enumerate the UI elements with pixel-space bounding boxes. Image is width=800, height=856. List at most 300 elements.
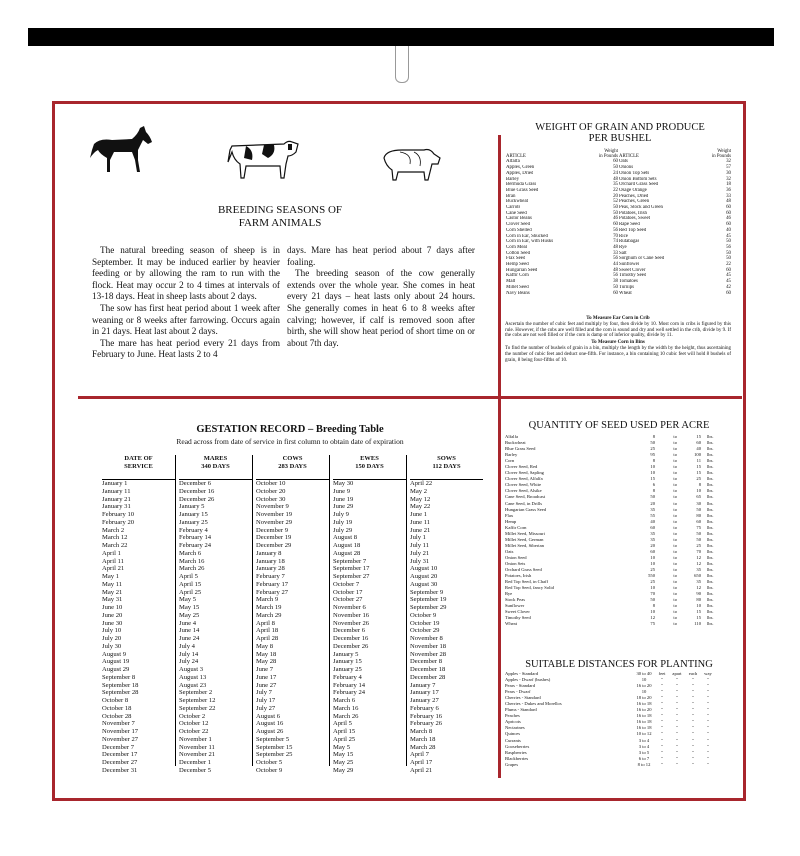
gestation-header-line2: 340 DAYS bbox=[201, 463, 230, 470]
vertical-divider bbox=[498, 135, 501, 778]
gestation-date: November 9 bbox=[256, 503, 289, 511]
gestation-date: April 5 bbox=[333, 720, 352, 728]
gestation-date: January 31 bbox=[102, 503, 131, 511]
seed-cell: lbs. bbox=[707, 542, 714, 548]
seed-cell: Millet Seed, Missouri bbox=[505, 530, 545, 536]
distance-cell: 16 to 20 bbox=[636, 707, 652, 713]
gestation-date: August 23 bbox=[179, 681, 207, 689]
seed-cell: to bbox=[673, 506, 677, 512]
seed-cell: 70 bbox=[696, 548, 701, 554]
gestation-date: May 11 bbox=[102, 580, 123, 588]
weight-value: 45 bbox=[726, 273, 731, 279]
distance-cell: Pears - Dwarf bbox=[505, 689, 531, 695]
gestation-column-header bbox=[410, 455, 483, 480]
distance-cell: " bbox=[676, 749, 678, 755]
seed-cell: 40 bbox=[650, 518, 655, 524]
distance-cell: " bbox=[707, 689, 709, 695]
gestation-date: March 29 bbox=[256, 611, 282, 619]
weight-article: Barley bbox=[506, 176, 520, 182]
seed-cell: 80 bbox=[696, 512, 701, 518]
seed-cell: Sweet Clover bbox=[505, 609, 530, 615]
seed-cell: to bbox=[673, 554, 677, 560]
distance-cell: Peaches bbox=[505, 713, 520, 719]
distance-cell: Gooseberries bbox=[505, 743, 530, 749]
breeding-text-column-1 bbox=[92, 245, 280, 361]
weight-value: 45 bbox=[726, 279, 731, 285]
seed-cell: to bbox=[673, 440, 677, 446]
gestation-date: April 5 bbox=[179, 573, 198, 580]
gestation-date: May 30 bbox=[333, 480, 354, 487]
gestation-date: August 13 bbox=[179, 673, 207, 681]
seed-cell: 60 bbox=[650, 524, 655, 530]
distance-cell: " bbox=[692, 707, 694, 713]
seed-cell: to bbox=[673, 458, 677, 464]
gestation-date: May 21 bbox=[102, 588, 123, 596]
seed-cell: 15 bbox=[696, 434, 701, 439]
distance-cell: " bbox=[676, 731, 678, 737]
weight-article: Corn Shelled bbox=[506, 227, 532, 233]
distance-cell: " bbox=[676, 743, 678, 749]
seed-cell: Clover Seed, Sapling bbox=[505, 470, 544, 476]
weight-title-line2: PER BUSHEL bbox=[588, 133, 652, 144]
gestation-header-line1: COWS bbox=[282, 455, 303, 462]
gestation-date: May 18 bbox=[256, 650, 277, 658]
distance-cell: " bbox=[692, 719, 694, 725]
weight-article: Apples, Green bbox=[506, 165, 535, 171]
gestation-date: May 1 bbox=[102, 573, 120, 580]
weight-article: Hemp Seed bbox=[506, 262, 529, 268]
gestation-date: September 29 bbox=[410, 604, 447, 611]
gestation-date: June 19 bbox=[333, 495, 354, 503]
gestation-date: December 1 bbox=[179, 759, 212, 766]
seed-cell: 10 bbox=[650, 560, 655, 566]
seed-cell: lbs. bbox=[707, 440, 714, 446]
distance-cell: " bbox=[676, 695, 678, 701]
gestation-date: September 2 bbox=[179, 689, 213, 697]
gestation-date: April 21 bbox=[102, 565, 125, 573]
gestation-date: December 27 bbox=[102, 759, 138, 766]
weight-article: Apples, Dried bbox=[506, 170, 534, 176]
seed-cell: 60 bbox=[650, 548, 655, 554]
distance-cell: " bbox=[692, 725, 694, 731]
seed-cell: lbs. bbox=[707, 560, 714, 566]
gestation-date: March 19 bbox=[256, 604, 282, 611]
distance-cell: " bbox=[661, 719, 663, 725]
weight-article: Osage Orange bbox=[619, 187, 647, 193]
gestation-date: July 11 bbox=[410, 542, 429, 549]
seed-cell: 8 bbox=[652, 488, 655, 494]
weight-article: Navy Beans bbox=[506, 290, 530, 296]
distances-title: SUITABLE DISTANCES FOR PLANTING bbox=[525, 659, 713, 670]
seed-cell: lbs. bbox=[707, 536, 714, 542]
distance-cell: " bbox=[692, 749, 694, 755]
gestation-date: June 21 bbox=[410, 526, 431, 534]
distance-cell: " bbox=[661, 701, 663, 707]
gestation-date: November 18 bbox=[410, 642, 447, 650]
gestation-date: March 6 bbox=[179, 549, 202, 557]
gestation-title: GESTATION RECORD – Breeding Table bbox=[196, 424, 384, 435]
gestation-date: January 17 bbox=[410, 689, 439, 697]
gestation-date: August 8 bbox=[333, 534, 357, 542]
gestation-date: October 10 bbox=[256, 480, 286, 487]
gestation-date: July 29 bbox=[333, 526, 353, 534]
gestation-date: March 6 bbox=[333, 697, 356, 704]
distance-cell: " bbox=[676, 713, 678, 719]
distance-cell: 16 to 18 bbox=[636, 713, 652, 719]
seed-cell: to bbox=[673, 591, 677, 597]
distance-cell: " bbox=[692, 755, 694, 761]
weight-value: 50 bbox=[613, 165, 618, 171]
gestation-date: October 19 bbox=[410, 619, 440, 627]
gestation-date: June 29 bbox=[333, 503, 354, 511]
distance-cell: " bbox=[707, 749, 709, 755]
gestation-date: June 1 bbox=[410, 511, 428, 518]
breeding-title-line1: BREEDING SEASONS OF bbox=[217, 204, 343, 216]
gestation-date: February 4 bbox=[333, 673, 362, 681]
gestation-date: September 5 bbox=[256, 735, 290, 743]
gestation-date: October 5 bbox=[256, 759, 283, 766]
gestation-date: February 14 bbox=[333, 681, 366, 689]
seed-cell: Onion Seed bbox=[505, 554, 527, 560]
hanger-bar bbox=[28, 28, 774, 46]
seed-cell: Cane Seed, Broadcast bbox=[505, 494, 546, 500]
weight-article: Onions bbox=[619, 165, 634, 171]
distance-cell: 3 to 4 bbox=[638, 743, 650, 749]
gestation-date: May 22 bbox=[410, 503, 431, 511]
seed-cell: 35 bbox=[650, 536, 655, 542]
measure-notes bbox=[505, 316, 731, 364]
gestation-date: September 17 bbox=[333, 565, 370, 573]
gestation-date: December 16 bbox=[179, 487, 215, 495]
distance-cell: " bbox=[707, 713, 709, 719]
seed-cell: lbs. bbox=[707, 506, 714, 512]
weight-value: 60 bbox=[726, 267, 731, 273]
seed-cell: to bbox=[673, 494, 677, 500]
seed-cell: to bbox=[673, 621, 677, 627]
seed-cell: Clover Seed, Red bbox=[505, 464, 538, 470]
gestation-date: September 19 bbox=[410, 596, 447, 604]
seed-cell: to bbox=[673, 482, 677, 488]
gestation-date: April 15 bbox=[333, 728, 356, 735]
seed-cell: Clover Seed, White bbox=[505, 482, 542, 488]
weight-value: 46 bbox=[613, 216, 618, 222]
gestation-date: August 29 bbox=[102, 666, 130, 673]
gestation-date: November 16 bbox=[333, 611, 370, 619]
weight-value: 50 bbox=[613, 210, 618, 216]
weight-value: 74 bbox=[613, 239, 618, 245]
gestation-date: March 16 bbox=[179, 557, 205, 565]
gestation-date: October 30 bbox=[256, 495, 286, 503]
weight-value: 38 bbox=[613, 279, 618, 285]
seed-cell: Barley bbox=[505, 452, 518, 458]
gestation-date: September 7 bbox=[333, 557, 367, 565]
gestation-column bbox=[329, 455, 406, 774]
seed-cell: 15 bbox=[696, 464, 701, 470]
gestation-header-line1: DATE OF bbox=[124, 455, 153, 462]
seed-cell: lbs. bbox=[707, 512, 714, 518]
seed-cell: to bbox=[673, 560, 677, 566]
seed-cell: lbs. bbox=[707, 482, 714, 488]
distance-cell: " bbox=[707, 761, 709, 767]
distance-cell: " bbox=[661, 731, 663, 737]
seed-cell: lbs. bbox=[707, 476, 714, 482]
gestation-date: July 19 bbox=[333, 518, 353, 526]
gestation-header-line2: 283 DAYS bbox=[278, 463, 307, 470]
seed-cell: 10 bbox=[696, 603, 701, 609]
distance-cell: " bbox=[661, 677, 663, 683]
gestation-date: May 25 bbox=[333, 759, 354, 766]
seed-cell: Cane Seed, in Drills bbox=[505, 500, 542, 506]
weight-article: Cotton Seed bbox=[506, 250, 531, 256]
gestation-date: September 27 bbox=[333, 573, 370, 580]
seed-cell: 90 bbox=[696, 591, 701, 597]
distances-table bbox=[505, 671, 735, 768]
weight-article: Clover Seed bbox=[506, 222, 531, 228]
distance-cell: apart bbox=[672, 671, 682, 676]
gestation-date: March 18 bbox=[410, 735, 436, 743]
seed-cell: lbs. bbox=[707, 579, 714, 585]
gestation-date: January 5 bbox=[333, 650, 359, 658]
distance-cell: " bbox=[692, 689, 694, 695]
gestation-date: April 21 bbox=[410, 766, 433, 774]
distance-cell: " bbox=[707, 737, 709, 743]
seed-cell: 25 bbox=[650, 579, 655, 585]
gestation-date: August 18 bbox=[333, 542, 361, 549]
gestation-date: May 5 bbox=[179, 596, 197, 604]
distance-cell: " bbox=[661, 725, 663, 731]
weight-value: 56 bbox=[726, 244, 731, 250]
gestation-date: February 4 bbox=[179, 526, 208, 534]
seed-cell: 20 bbox=[650, 500, 655, 506]
gestation-date: January 11 bbox=[102, 487, 131, 495]
distance-cell: " bbox=[661, 761, 663, 767]
gestation-date: July 1 bbox=[410, 534, 426, 542]
gestation-date: June 24 bbox=[179, 635, 200, 642]
gestation-date: July 14 bbox=[179, 650, 199, 658]
gestation-date: February 7 bbox=[256, 573, 285, 580]
distance-cell: " bbox=[676, 683, 678, 689]
distance-cell: " bbox=[676, 719, 678, 725]
weight-value: 33 bbox=[613, 250, 618, 256]
gestation-date: April 25 bbox=[179, 588, 202, 596]
distance-cell: feet bbox=[658, 671, 666, 676]
distance-cell: Apples - Dwarf (bushes) bbox=[505, 677, 551, 683]
gestation-date: August 30 bbox=[410, 580, 438, 588]
seed-cell: lbs. bbox=[707, 573, 714, 579]
weight-value: 60 bbox=[613, 290, 618, 296]
seed-cell: 15 bbox=[696, 470, 701, 476]
gestation-date: January 8 bbox=[256, 549, 282, 557]
gestation-date: May 5 bbox=[333, 743, 351, 751]
seed-cell: Red Top Seed, in Chaff bbox=[505, 579, 549, 585]
gestation-header-line1: MARES bbox=[203, 455, 228, 462]
gestation-date: January 28 bbox=[256, 565, 285, 573]
seed-cell: Corn bbox=[505, 458, 515, 464]
distance-cell: 6 to 7 bbox=[638, 755, 650, 761]
distance-cell: " bbox=[661, 683, 663, 689]
seed-cell: Buckwheat bbox=[505, 440, 526, 446]
gestation-date: December 17 bbox=[102, 751, 138, 759]
weight-article: Buckwheat bbox=[506, 199, 529, 205]
gestation-date: March 22 bbox=[102, 542, 128, 549]
seed-cell: to bbox=[673, 446, 677, 452]
gestation-subtitle: Read across from date of service in first column to obtain date of expiration bbox=[176, 437, 404, 446]
seed-cell: lbs. bbox=[707, 621, 714, 627]
seed-cell: to bbox=[673, 597, 677, 603]
seed-cell: 60 bbox=[696, 440, 701, 446]
weight-value: 60 bbox=[613, 159, 618, 165]
weight-article: Cane Seed bbox=[506, 210, 527, 216]
breeding-title-line2: FARM ANIMALS bbox=[238, 217, 322, 229]
gestation-date: April 22 bbox=[410, 480, 433, 487]
gestation-date: May 2 bbox=[410, 487, 428, 495]
seed-cell: 75 bbox=[696, 524, 701, 530]
seed-cell: 12 bbox=[696, 560, 701, 566]
gestation-date: April 15 bbox=[179, 580, 202, 588]
gestation-date: January 5 bbox=[179, 503, 205, 511]
seed-cell: Flax bbox=[505, 512, 514, 518]
gestation-date: February 10 bbox=[102, 511, 135, 518]
gestation-date: January 15 bbox=[333, 658, 362, 666]
gestation-date: October 22 bbox=[179, 728, 209, 735]
gestation-date: December 29 bbox=[256, 542, 292, 549]
seed-cell: to bbox=[673, 567, 677, 573]
distance-cell: " bbox=[707, 695, 709, 701]
weight-value: 57 bbox=[726, 165, 731, 171]
weight-value: 60 bbox=[726, 222, 731, 228]
gestation-date: May 28 bbox=[256, 658, 277, 666]
seed-cell: lbs. bbox=[707, 434, 714, 439]
distance-cell: " bbox=[692, 701, 694, 707]
seed-cell: lbs. bbox=[707, 518, 714, 524]
seed-cell: to bbox=[673, 579, 677, 585]
gestation-date: June 14 bbox=[179, 627, 200, 635]
gestation-header-line1: EWES bbox=[360, 455, 379, 462]
gestation-date: August 6 bbox=[256, 712, 280, 720]
gestation-column-header bbox=[256, 455, 329, 480]
distance-cell: " bbox=[676, 755, 678, 761]
seed-cell: 10 bbox=[650, 609, 655, 615]
gestation-date: July 17 bbox=[256, 697, 276, 704]
seed-cell: lbs. bbox=[707, 554, 714, 560]
seed-cell: to bbox=[673, 476, 677, 482]
bin-text: To find the number of bushels of grain in a bin, multiply the length by the width by the height, thus ascertaining the number of cubic feet and deduct one-fifth. For instance, a bin containing 10 cubic feet will hold 8 bushels of grain, 8 being four-fifths of 10. bbox=[505, 345, 731, 363]
gestation-date: May 8 bbox=[256, 642, 274, 650]
gestation-date: December 6 bbox=[179, 480, 212, 487]
seed-cell: to bbox=[673, 464, 677, 470]
seed-cell: lbs. bbox=[707, 585, 714, 591]
weight-value: 18 bbox=[726, 182, 731, 188]
seed-cell: 15 bbox=[696, 615, 701, 621]
horizontal-divider bbox=[78, 396, 742, 399]
distance-row bbox=[505, 762, 735, 768]
weight-article: Rye bbox=[619, 244, 627, 250]
distance-cell: 16 to 18 bbox=[636, 725, 652, 731]
gestation-header-line2: 112 DAYS bbox=[432, 463, 461, 470]
distance-cell: " bbox=[707, 683, 709, 689]
gestation-date: May 15 bbox=[333, 751, 354, 759]
distance-cell: " bbox=[707, 701, 709, 707]
gestation-date: February 24 bbox=[179, 542, 212, 549]
weight-value: 56 bbox=[613, 227, 618, 233]
gestation-date: November 6 bbox=[333, 604, 366, 611]
gestation-date: May 12 bbox=[410, 495, 431, 503]
gestation-date: October 9 bbox=[256, 766, 283, 774]
gestation-date: February 27 bbox=[256, 588, 289, 596]
weight-header-weight: Weight bbox=[604, 149, 618, 154]
breeding-paragraph: The natural breeding season of sheep is in September. It may be induced earlier by heavier feeding or by allowing the ram to run with the flock. Heat may occur 2 to 4 times at intervals of 13-18 days. Heat in sheep lasts about 2 days. bbox=[92, 245, 280, 302]
seed-cell: Clover Seed, Alfalfa bbox=[505, 476, 543, 482]
distance-cell: Pears - Standard bbox=[505, 683, 536, 689]
gestation-date: April 28 bbox=[256, 635, 279, 642]
crib-heading: To Measure Ear Corn in Crib bbox=[586, 316, 650, 321]
weight-value: 44 bbox=[613, 262, 618, 268]
weight-article: Peaches, Dried bbox=[619, 193, 649, 199]
distance-cell: 16 to 18 bbox=[636, 719, 652, 725]
seed-cell: 40 bbox=[696, 446, 701, 452]
weight-value: 46 bbox=[726, 216, 731, 222]
distance-cell: " bbox=[692, 677, 694, 683]
seed-cell: 25 bbox=[650, 567, 655, 573]
gestation-date: October 17 bbox=[333, 588, 363, 596]
distance-cell: " bbox=[707, 677, 709, 683]
seed-cell: 25 bbox=[650, 446, 655, 452]
gestation-date: November 1 bbox=[179, 735, 212, 743]
seed-cell: 70 bbox=[650, 591, 655, 597]
distance-cell: " bbox=[661, 689, 663, 695]
gestation-date: June 9 bbox=[333, 487, 351, 495]
weight-header-weight: Weight bbox=[717, 149, 731, 154]
weight-article: Hungarian Seed bbox=[506, 267, 538, 273]
seed-cell: to bbox=[673, 434, 677, 439]
gestation-date: December 18 bbox=[410, 666, 446, 673]
distance-cell: " bbox=[692, 731, 694, 737]
gestation-column bbox=[406, 455, 483, 774]
seed-cell: 10 bbox=[696, 488, 701, 494]
seed-cell: to bbox=[673, 536, 677, 542]
weight-article: Salt bbox=[619, 250, 627, 256]
distance-cell: " bbox=[692, 761, 694, 767]
seed-cell: Hemp bbox=[505, 518, 517, 524]
seed-cell: lbs. bbox=[707, 530, 714, 536]
weight-value: 70 bbox=[613, 233, 618, 239]
distance-cell: " bbox=[707, 725, 709, 731]
seed-cell: Orchard Grass Seed bbox=[505, 567, 542, 573]
seed-cell: to bbox=[673, 609, 677, 615]
seed-cell: Clover Seed, Alsike bbox=[505, 488, 542, 494]
seed-cell: 50 bbox=[650, 440, 655, 446]
seed-cell: to bbox=[673, 542, 677, 548]
weight-value: 33 bbox=[726, 193, 731, 199]
gestation-date: April 8 bbox=[256, 619, 275, 627]
seed-cell: 55 bbox=[650, 512, 655, 518]
seed-cell: to bbox=[673, 573, 677, 579]
pig-icon bbox=[380, 144, 442, 184]
weight-article: Turnips bbox=[619, 284, 635, 290]
distance-cell: Nectarines bbox=[505, 725, 525, 731]
seed-cell: lbs. bbox=[707, 452, 714, 458]
gestation-date: March 8 bbox=[410, 728, 433, 735]
weight-article: Corn Meal bbox=[506, 244, 528, 250]
distance-cell: Currants bbox=[505, 737, 521, 743]
gestation-date: October 29 bbox=[410, 627, 440, 635]
seed-cell: 50 bbox=[696, 536, 701, 542]
gestation-date: May 15 bbox=[179, 604, 200, 611]
weight-article: Potatoes, Irish bbox=[619, 210, 647, 216]
distance-cell: " bbox=[692, 695, 694, 701]
gestation-date: January 7 bbox=[410, 681, 436, 689]
seed-cell: to bbox=[673, 585, 677, 591]
